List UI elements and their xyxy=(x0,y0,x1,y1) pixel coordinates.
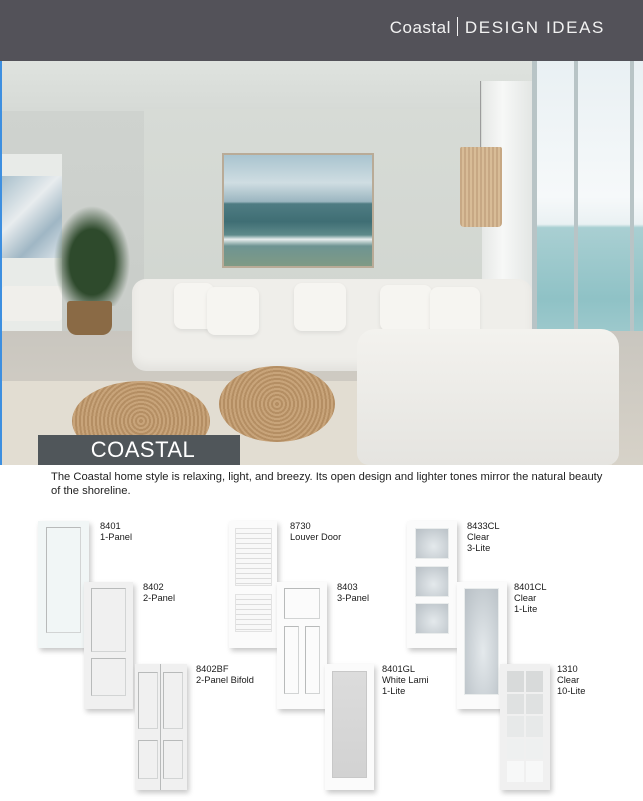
door-style: 2-Panel Bifold xyxy=(196,675,254,685)
door-8401-image xyxy=(38,521,89,648)
door-style: Clear xyxy=(467,532,490,542)
style-description: The Coastal home style is relaxing, light, and breezy. Its open design and lighter tones mirror the natural beauty of the shoreline. xyxy=(51,471,603,497)
door-panel xyxy=(138,740,158,779)
door-8401GL-image xyxy=(325,664,374,790)
door-model: 8433CL xyxy=(467,521,500,531)
photo-plant xyxy=(47,196,137,306)
door-lite xyxy=(526,761,543,782)
door-model: 1310 xyxy=(557,664,578,674)
door-lite xyxy=(507,716,524,737)
door-lite xyxy=(507,739,524,760)
door-8403-image xyxy=(277,582,327,709)
door-panel xyxy=(284,626,299,694)
door-style: White Lami xyxy=(382,675,429,685)
door-8433CL-label xyxy=(467,521,500,554)
door-8402BF-label xyxy=(196,664,254,686)
photo-pouf xyxy=(219,366,335,442)
door-style: 1-Lite xyxy=(514,604,538,614)
door-8402-label xyxy=(143,582,175,604)
door-lite-grid xyxy=(507,671,543,782)
photo-plant-pot xyxy=(67,301,112,335)
door-8402-image xyxy=(84,582,133,709)
door-lite xyxy=(526,739,543,760)
door-8401GL-label xyxy=(382,664,429,697)
door-8730-label xyxy=(290,521,341,543)
header-section: DESIGN IDEAS xyxy=(464,18,605,37)
door-panel xyxy=(284,588,320,619)
door-panel xyxy=(91,658,126,696)
door-lite xyxy=(526,671,543,692)
style-title-badge xyxy=(38,435,240,465)
door-lite xyxy=(507,671,524,692)
door-glass xyxy=(332,671,367,778)
door-8401-label xyxy=(100,521,132,543)
door-model: 8401GL xyxy=(382,664,416,674)
door-style: Louver Door xyxy=(290,532,342,542)
door-model: 8730 xyxy=(290,521,311,531)
door-louver xyxy=(235,594,272,632)
photo-pillow xyxy=(380,285,432,331)
door-8730-image xyxy=(229,521,277,648)
door-glass xyxy=(415,566,449,597)
style-title: COASTAL xyxy=(90,437,196,462)
door-style: Clear xyxy=(514,593,537,603)
door-8433CL-image xyxy=(407,521,457,648)
door-panel xyxy=(163,672,183,729)
door-panel xyxy=(138,672,158,729)
door-glass xyxy=(415,528,449,559)
door-model: 8401CL xyxy=(514,582,547,592)
photo-rattan-pendant xyxy=(460,147,502,227)
door-lite xyxy=(526,716,543,737)
door-style: 1-Lite xyxy=(382,686,406,696)
photo-lamp-cord xyxy=(480,81,481,147)
header-style-name: Coastal xyxy=(389,18,451,37)
photo-pillow xyxy=(294,283,346,331)
door-lite xyxy=(526,694,543,715)
photo-ceiling xyxy=(2,61,562,111)
door-style: 3-Lite xyxy=(467,543,491,553)
door-louver xyxy=(235,528,272,586)
door-panel xyxy=(91,588,126,652)
door-style: Clear xyxy=(557,675,580,685)
door-model: 8402 xyxy=(143,582,164,592)
photo-pillow xyxy=(207,287,259,335)
door-glass xyxy=(464,588,499,695)
door-panel xyxy=(46,527,81,633)
door-1310-image xyxy=(500,664,550,790)
door-8403-label xyxy=(337,582,369,604)
door-1310-label xyxy=(557,664,585,697)
door-style: 3-Panel xyxy=(337,593,370,603)
door-style: 2-Panel xyxy=(143,593,176,603)
photo-sofa-chaise xyxy=(357,329,619,465)
page-header xyxy=(0,0,643,61)
door-model: 8403 xyxy=(337,582,358,592)
bifold-hinge xyxy=(160,664,161,790)
door-model: 8401 xyxy=(100,521,121,531)
header-title xyxy=(390,17,605,38)
door-style: 10-Lite xyxy=(557,686,586,696)
hero-photo xyxy=(0,61,643,465)
header-divider xyxy=(457,17,458,36)
door-panel xyxy=(163,740,183,779)
photo-ocean-painting xyxy=(222,153,374,268)
door-panel xyxy=(305,626,320,694)
door-model: 8402BF xyxy=(196,664,229,674)
door-style: 1-Panel xyxy=(100,532,133,542)
door-8402BF-image xyxy=(135,664,187,790)
door-glass xyxy=(415,603,449,634)
door-lite xyxy=(507,694,524,715)
door-lite xyxy=(507,761,524,782)
door-8401CL-label xyxy=(514,582,547,615)
